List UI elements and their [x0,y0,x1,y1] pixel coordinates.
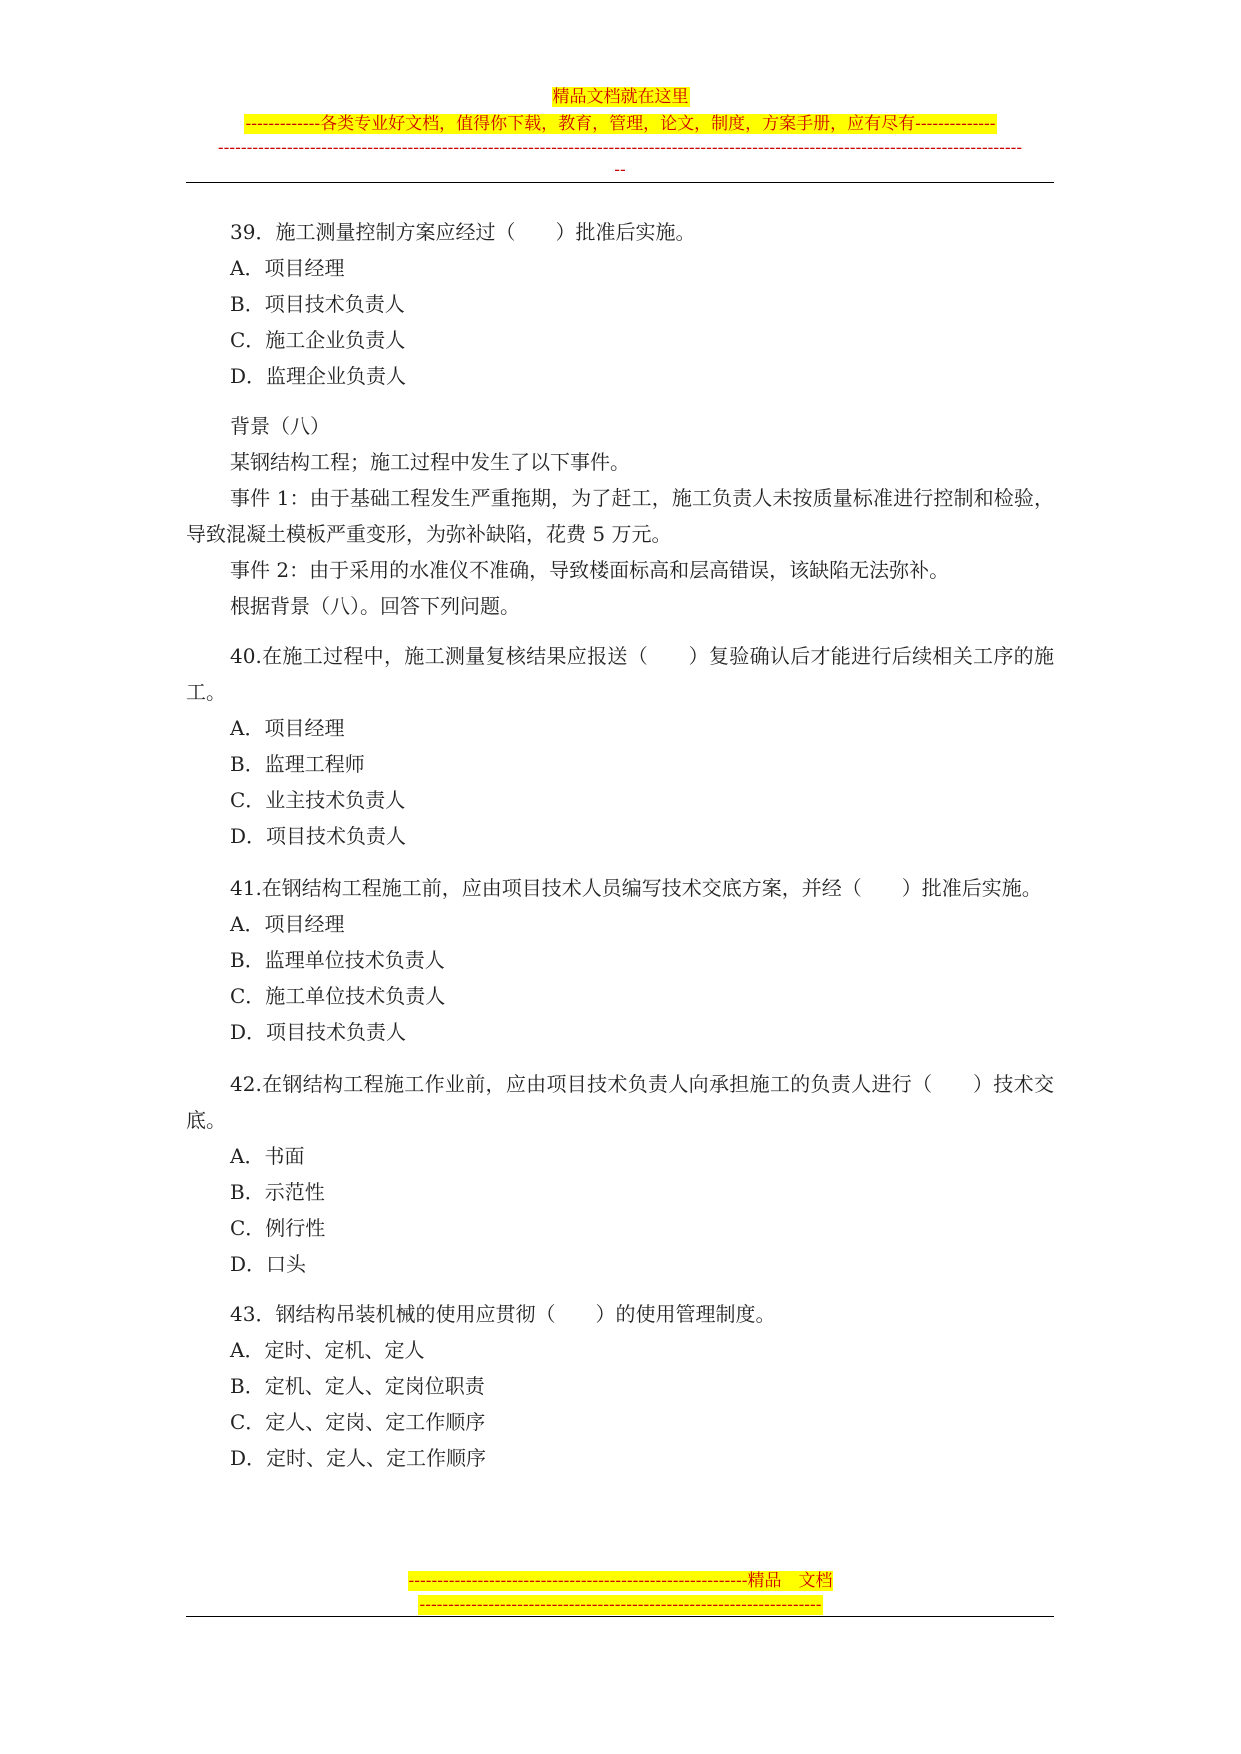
event-1: 事件 1：由于基础工程发生严重拖期，为了赶工，施工负责人未按质量标准进行控制和检验，导致混凝土模板严重变形，为弥补缺陷，花费 5 万元。 [186,486,1054,546]
event-2: 事件 2：由于采用的水准仪不准确，导致楼面标高和层高错误，该缺陷无法弥补。 [230,558,950,582]
option-a: A．书面 [230,1144,305,1168]
footer-rule [186,1616,1054,1617]
option-b: B．示范性 [230,1180,325,1204]
background-title: 背景（八） [230,414,330,438]
option-b: B．监理工程师 [230,752,365,776]
option-d: D．项目技术负责人 [230,1020,407,1044]
header-rule [186,182,1054,183]
option-d: D．口头 [230,1252,307,1276]
option-a: A．项目经理 [230,256,345,280]
option-c: C．施工企业负责人 [230,328,406,352]
header-tagline-row [0,113,1241,135]
option-c: C．业主技术负责人 [230,788,406,812]
option-a: A．项目经理 [230,716,345,740]
question-39 [186,214,1054,394]
header-dash-line: -------------------------------------------------------------------------------------------------------------------------------------------- [217,138,1023,158]
option-d: D．监理企业负责人 [230,364,407,388]
option-d: D．定时、定人、定工作顺序 [230,1446,487,1470]
question-stem: 40.在施工过程中，施工测量复核结果应报送（ ）复验确认后才能进行后续相关工序的施工。 [186,644,1054,704]
header-dash-tail: -- [614,160,626,180]
footer-line-2: ---------------------------------------------------------------------- [419,1595,822,1615]
background-instruction: 根据背景（八）。回答下列问题。 [230,594,520,618]
header-tagline: -------------各类专业好文档，值得你下载，教育，管理，论文，制度，方案手册，应有尽有-------------- [245,114,996,134]
option-c: C．定人、定岗、定工作顺序 [230,1410,486,1434]
option-a: A．定时、定机、定人 [230,1338,425,1362]
footer-line-1-row [0,1570,1241,1592]
footer-line-1: -----------------------------------------------------------精品 文档 [408,1571,833,1591]
option-a: A．项目经理 [230,912,345,936]
option-b: B．定机、定人、定岗位职责 [230,1374,485,1398]
background-section [186,408,1054,624]
question-43 [186,1296,1054,1476]
option-c: C．例行性 [230,1216,326,1240]
question-42 [186,1066,1054,1282]
background-line: 某钢结构工程；施工过程中发生了以下事件。 [230,450,630,474]
option-c: C．施工单位技术负责人 [230,984,446,1008]
question-stem: 42.在钢结构工程施工作业前，应由项目技术负责人向承担施工的负责人进行（ ）技术交底。 [186,1072,1054,1132]
option-b: B．监理单位技术负责人 [230,948,445,972]
question-stem: 41.在钢结构工程施工前，应由项目技术人员编写技术交底方案，并经（ ）批准后实施。 [230,876,1042,900]
option-b: B．项目技术负责人 [230,292,405,316]
question-stem: 43．钢结构吊装机械的使用应贯彻（ ）的使用管理制度。 [230,1302,776,1326]
header-title: 精品文档就在这里 [552,87,689,107]
document-body [186,214,1054,1476]
question-40 [186,638,1054,854]
question-41 [186,870,1054,1050]
header-title-row [0,86,1241,108]
footer-line-2-row [0,1594,1241,1616]
question-stem: 39．施工测量控制方案应经过（ ）批准后实施。 [230,220,696,244]
option-d: D．项目技术负责人 [230,824,407,848]
